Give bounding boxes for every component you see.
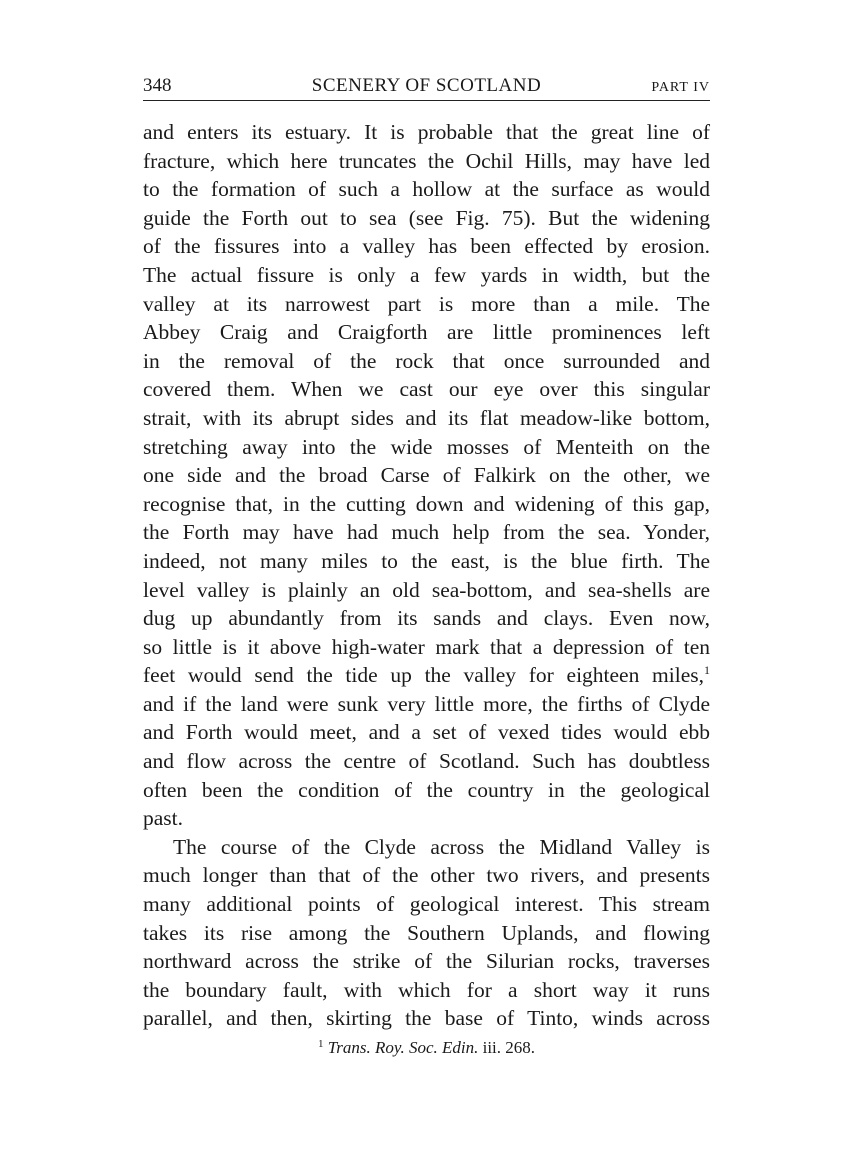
- text-line-content: past.: [143, 806, 184, 831]
- text-line-content: in the removal of the rock that once surrounded and: [143, 348, 710, 373]
- text-line-content: The course of the Clyde across the Midland Valley is: [173, 834, 710, 859]
- text-line: [143, 204, 710, 233]
- text-line-content: indeed, not many miles to the east, is the blue firth. The: [143, 548, 710, 573]
- text-line: [143, 290, 710, 319]
- text-line-content: fracture, which here truncates the Ochil Hills, may have led: [143, 148, 710, 173]
- text-line-content: to the formation of such a hollow at the surface as would: [143, 177, 710, 202]
- text-line-content: the boundary fault, with which for a short way it runs: [143, 977, 710, 1002]
- text-line-content: the Forth may have had much help from the sea. Yonder,: [143, 520, 710, 545]
- text-line: [143, 919, 710, 948]
- text-line: [143, 147, 710, 176]
- text-line: [143, 890, 710, 919]
- text-line: [143, 804, 710, 833]
- footnote-mark: 1: [317, 1038, 324, 1050]
- body-text: [143, 118, 710, 1033]
- text-line-content: guide the Forth out to sea (see Fig. 75). But the widening: [143, 205, 710, 230]
- text-line: [143, 833, 710, 862]
- text-line-content: often been the condition of the country in the geological: [143, 777, 710, 802]
- text-line: [143, 947, 710, 976]
- footnote: [143, 1037, 710, 1059]
- footnote-journal: Trans. Roy. Soc. Edin.: [327, 1038, 479, 1057]
- text-line-content: and flow across the centre of Scotland. Such has doubtless: [143, 749, 710, 774]
- text-line: [143, 347, 710, 376]
- running-head: [143, 66, 710, 101]
- footnote-reference: 1: [704, 663, 710, 678]
- text-line: [143, 318, 710, 347]
- text-line: [143, 375, 710, 404]
- text-line: [143, 576, 710, 605]
- text-line-content: one side and the broad Carse of Falkirk on the other, we: [143, 463, 710, 488]
- text-line-content: strait, with its abrupt sides and its flat meadow-like bottom,: [143, 405, 710, 430]
- text-line: [143, 232, 710, 261]
- text-line: [143, 661, 710, 690]
- text-line-content: northward across the strike of the Silurian rocks, traverses: [143, 949, 710, 974]
- text-line: [143, 861, 710, 890]
- text-line-content: many additional points of geological interest. This stream: [143, 892, 710, 917]
- part-label: PART IV: [651, 80, 710, 95]
- text-line: [143, 633, 710, 662]
- text-line: [143, 404, 710, 433]
- text-line-content: of the fissures into a valley has been effected by erosion.: [143, 234, 710, 259]
- text-line-content: covered them. When we cast our eye over this singular: [143, 377, 710, 402]
- text-line-content: recognise that, in the cutting down and widening of this gap,: [143, 491, 710, 516]
- running-title: SCENERY OF SCOTLAND: [311, 75, 542, 96]
- text-line: [143, 547, 710, 576]
- text-line-content: level valley is plainly an old sea-bottom, and sea-shells are: [143, 577, 710, 602]
- text-line-content: dug up abundantly from its sands and clays. Even now,: [143, 606, 710, 631]
- text-line-content: much longer than that of the other two rivers, and presents: [143, 863, 710, 888]
- text-line: [143, 776, 710, 805]
- text-line-content: parallel, and then, skirting the base of Tinto, winds across: [143, 1006, 710, 1031]
- text-line: [143, 433, 710, 462]
- text-line: [143, 490, 710, 519]
- footnote-ref: iii. 268.: [482, 1038, 536, 1057]
- text-line-content: and if the land were sunk very little more, the firths of Clyde: [143, 691, 710, 716]
- page-number: 348: [143, 75, 172, 96]
- text-line-content: takes its rise among the Southern Uplands, and flowing: [143, 920, 710, 945]
- text-line-content: The actual fissure is only a few yards in width, but the: [143, 262, 710, 287]
- text-line: [143, 118, 710, 147]
- text-line: [143, 461, 710, 490]
- text-line-content: and enters its estuary. It is probable that the great line of: [143, 120, 710, 144]
- text-line: [143, 976, 710, 1005]
- text-line: [143, 718, 710, 747]
- text-line: [143, 261, 710, 290]
- text-line-content: and Forth would meet, and a set of vexed tides would ebb: [143, 720, 710, 745]
- text-line-content: feet would send the tide up the valley for eighteen miles,: [143, 663, 704, 688]
- text-line: [143, 747, 710, 776]
- text-line: [143, 690, 710, 719]
- text-line-content: Abbey Craig and Craigforth are little prominences left: [143, 320, 710, 345]
- text-line-content: stretching away into the wide mosses of Menteith on the: [143, 434, 710, 459]
- text-line: [143, 175, 710, 204]
- text-line-content: so little is it above high-water mark that a depression of ten: [143, 634, 710, 659]
- text-line: [143, 518, 710, 547]
- text-line-content: valley at its narrowest part is more than a mile. The: [143, 291, 710, 316]
- text-line: [143, 1004, 710, 1033]
- book-page: [143, 66, 710, 1059]
- text-line: [143, 604, 710, 633]
